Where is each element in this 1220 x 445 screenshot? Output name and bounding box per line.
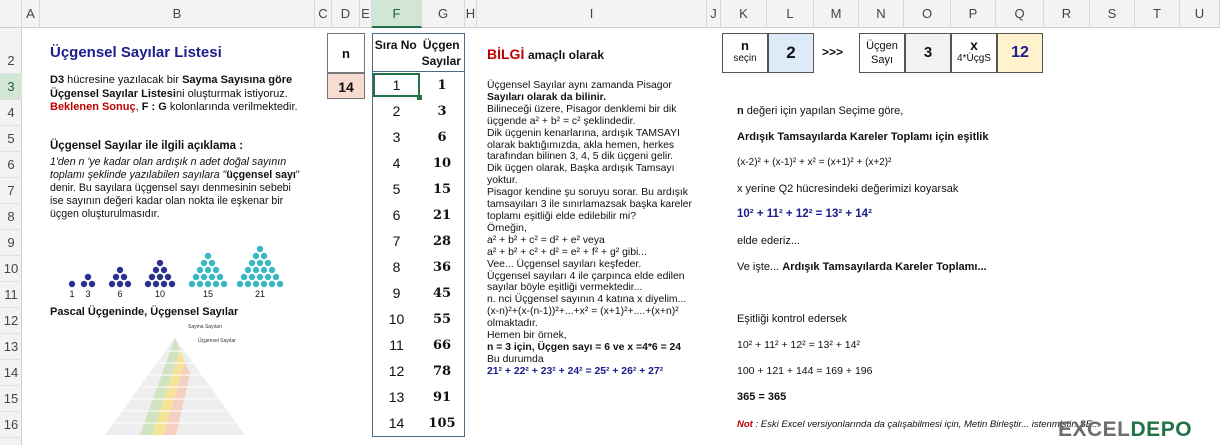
col-header-h[interactable]: H	[465, 0, 477, 28]
right-line-1-text: değeri için yapılan Seçime göre,	[743, 105, 904, 117]
dot	[217, 274, 223, 280]
check-line-3: 365 = 365	[737, 391, 787, 403]
col-header-k[interactable]: K	[721, 0, 767, 28]
right-line-7	[737, 261, 987, 273]
row-header-2[interactable]: 2	[0, 48, 22, 74]
col-header-g[interactable]: G	[422, 0, 465, 28]
info-line: Hemen bir örnek,	[487, 330, 567, 342]
col-header-o[interactable]: O	[904, 0, 951, 28]
right-line-1	[737, 105, 903, 117]
col-header-u[interactable]: U	[1180, 0, 1220, 28]
dot	[165, 274, 171, 280]
n-label-cell: n	[327, 33, 365, 73]
ucgen-sayi-value[interactable]: 3	[905, 33, 951, 73]
table-row[interactable]	[373, 384, 464, 410]
dot	[265, 274, 271, 280]
select-all-corner[interactable]	[0, 0, 22, 28]
table-row[interactable]	[373, 98, 464, 124]
table-row[interactable]	[373, 228, 464, 254]
dot	[149, 274, 155, 280]
dot	[161, 267, 167, 273]
dot	[209, 274, 215, 280]
dot	[237, 281, 243, 287]
dot	[213, 267, 219, 273]
check-line-1: 10² + 11² + 12² = 13² + 14²	[737, 339, 860, 351]
row-index-cell[interactable]: 1	[373, 73, 420, 97]
dot	[245, 281, 251, 287]
logo-depo: DEPO	[1130, 418, 1193, 441]
row-header-15[interactable]: 15	[0, 386, 22, 412]
col-header-c[interactable]: C	[315, 0, 332, 28]
row-index-cell[interactable]: 9	[392, 285, 401, 301]
n-bold: n	[737, 105, 744, 117]
info-line: Üçgensel Sayılar aynı zamanda Pisagor	[487, 80, 672, 91]
info-line: tamsayıları 3 ile sınırlamazsak başka kareler	[487, 199, 693, 211]
dot	[153, 267, 159, 273]
explanation-line-2a: toplamı	[50, 169, 85, 181]
col-header-r[interactable]: R	[1044, 0, 1090, 28]
note-text: : Eski Excel versiyonlarında da çalışabilmesi için, Metin Birleştir... istenmiştir. SE...	[752, 419, 1101, 430]
triangular-value-cell[interactable]: 21	[432, 207, 452, 223]
dot	[153, 281, 159, 287]
explanation-paragraph	[50, 156, 320, 221]
x-label-cell	[951, 33, 997, 73]
dot	[209, 260, 215, 266]
dot	[201, 260, 207, 266]
dot	[205, 253, 211, 259]
explanation-line-4: ise sayının değeri kadar olan nokta ile eşkenar bir	[50, 195, 284, 207]
table-row[interactable]	[373, 202, 464, 228]
info-heading	[487, 46, 604, 62]
dot	[201, 274, 207, 280]
dot	[169, 281, 175, 287]
info-line: olarak baktığımızda, akla hemen, herkes	[487, 139, 675, 151]
x-label: x	[970, 37, 978, 53]
x-value-cell[interactable]: 12	[997, 33, 1043, 73]
check-line-2: 100 + 121 + 144 = 169 + 196	[737, 365, 873, 377]
dot	[245, 267, 251, 273]
expected-result-label: Beklenen Sonuç	[50, 101, 136, 113]
n-select-input[interactable]: 2	[768, 33, 814, 73]
dot	[221, 281, 227, 287]
table-row[interactable]	[373, 306, 464, 332]
dot	[257, 246, 263, 252]
row-header-12[interactable]: 12	[0, 308, 22, 334]
col-header-e[interactable]: E	[360, 0, 372, 28]
row-header-8[interactable]: 8	[0, 204, 22, 230]
info-line: Dik üçgenin kenarlarına, ardışık TAMSAYI	[487, 127, 680, 139]
dot	[249, 274, 255, 280]
explanation-quote: "	[295, 169, 300, 181]
col-header-m[interactable]: M	[814, 0, 859, 28]
dot	[189, 281, 195, 287]
info-line: Dik üçgen olarak, Başka ardışık Tamsayı	[487, 163, 675, 175]
dot	[261, 267, 267, 273]
dot	[193, 274, 199, 280]
col-header-f[interactable]: F	[372, 0, 422, 28]
row-header-6[interactable]: 6	[0, 152, 22, 178]
dot	[161, 281, 167, 287]
dot-label: 21	[254, 289, 266, 299]
row-index-cell[interactable]: 13	[388, 389, 405, 405]
row-index-cell[interactable]: 4	[392, 155, 401, 171]
dot	[257, 260, 263, 266]
ve-iste: Ve işte...	[737, 261, 783, 273]
col-header-t[interactable]: T	[1135, 0, 1180, 28]
dot	[109, 281, 115, 287]
triangular-value-cell[interactable]: 6	[437, 129, 447, 145]
row-header-11[interactable]: 11	[0, 282, 22, 308]
triangular-value-cell[interactable]: 55	[432, 311, 452, 327]
header-ucgen-sayilar: Üçgen Sayılar	[421, 38, 461, 68]
triangular-value-cell[interactable]: 15	[432, 181, 452, 197]
pascal-triangle-image	[100, 320, 250, 438]
conclusion-bold: Ardışık Tamsayılarda Kareler Toplamı...	[782, 261, 987, 273]
dot	[125, 281, 131, 287]
row-header-7[interactable]: 7	[0, 178, 22, 204]
dot	[253, 253, 259, 259]
ucgen-sayi-label: Üçgen Sayı	[859, 33, 905, 73]
pascal-label-1: Sayma Sayıları	[188, 324, 222, 330]
row-index-cell[interactable]: 6	[392, 207, 401, 223]
right-line-6: elde ederiz...	[737, 235, 800, 247]
columns-ref: F : G	[141, 101, 167, 113]
row-header-14[interactable]: 14	[0, 360, 22, 386]
row-index-cell[interactable]: 10	[388, 311, 405, 327]
dot	[253, 267, 259, 273]
right-line-4: x yerine Q2 hücresindeki değerimizi koyarsak	[737, 183, 959, 195]
dot	[113, 274, 119, 280]
col-header-n[interactable]: N	[859, 0, 904, 28]
dot	[261, 253, 267, 259]
triangular-value-cell[interactable]: 10	[432, 155, 452, 171]
info-line: Sayıları olarak da bilinir.	[487, 91, 606, 103]
triangular-value-cell[interactable]: 36	[432, 259, 452, 275]
dot	[121, 274, 127, 280]
info-line: 21² + 22² + 23² + 24² = 25² + 26² + 27²	[487, 365, 664, 377]
info-line: tarafından bilinen 3, 4, 5 dik üçgeni gelir.	[487, 151, 674, 163]
dot-label: 10	[154, 289, 166, 299]
row-index-cell[interactable]: 11	[389, 337, 404, 353]
fill-handle[interactable]	[417, 95, 422, 100]
dot	[69, 281, 75, 287]
dot	[249, 260, 255, 266]
col-header-d[interactable]: D	[332, 0, 360, 28]
row-index-cell[interactable]: 14	[388, 415, 405, 431]
bilgi-word: BİLGİ	[487, 46, 525, 62]
row-header-10[interactable]: 10	[0, 256, 22, 282]
dot-label: 15	[202, 289, 214, 299]
col-header-l[interactable]: L	[767, 0, 814, 28]
x-sub: 4*ÜçgS	[957, 53, 991, 64]
excel-depo-logo	[1058, 418, 1192, 442]
triangular-value-cell[interactable]: 28	[432, 233, 452, 249]
info-line: n. nci Üçgensel sayının 4 katına x diyelim...	[487, 294, 687, 306]
dot	[145, 281, 151, 287]
cell-ref-text: D3	[50, 74, 65, 86]
dot	[269, 281, 275, 287]
dot	[157, 274, 163, 280]
row-header-bar	[0, 28, 22, 445]
explanation-heading: Üçgensel Sayılar ile ilgili açıklama :	[50, 140, 244, 152]
dot	[253, 281, 259, 287]
dot-label: 1	[69, 289, 75, 299]
row-index-cell[interactable]: 12	[388, 363, 405, 379]
col-header-i[interactable]: I	[477, 0, 707, 28]
check-heading: Eşitliği kontrol edersek	[737, 313, 848, 325]
comma-text: ,	[135, 101, 142, 113]
row-index-cell[interactable]: 8	[392, 259, 401, 275]
triangular-numbers-table	[372, 33, 465, 437]
table-header	[373, 34, 464, 72]
triangular-value-cell[interactable]: 105	[428, 415, 456, 431]
column-header-bar	[0, 0, 1220, 28]
info-line: n = 3 için, Üçgen sayı = 6 ve x =4*6 = 24	[487, 341, 682, 353]
row-header-3[interactable]: 3	[0, 74, 22, 100]
triangular-value-cell[interactable]: 91	[432, 389, 452, 405]
info-line: a² + b² + c² + d² = e² + f² + g² gibi...	[487, 246, 647, 258]
info-line: Bilineceği üzere, Pisagor denklemi bir dik	[487, 103, 677, 115]
row-index-cell[interactable]: 2	[392, 103, 401, 119]
dot	[261, 281, 267, 287]
explanation-line-3: denir. Bu sayılara üçgensel sayı denmesinin sebebi	[50, 182, 291, 194]
right-line-2: Ardışık Tamsayılarda Kareler Toplamı için eşitlik	[737, 131, 989, 143]
dot	[157, 260, 163, 266]
intro-text-2: ni oluşturmak istiyoruz.	[175, 87, 288, 100]
table-row[interactable]	[373, 176, 464, 202]
dot	[205, 267, 211, 273]
dot	[197, 267, 203, 273]
triangular-value-cell[interactable]: 66	[432, 337, 452, 353]
triangular-value-cell[interactable]: 1	[437, 77, 447, 93]
triangular-value-cell[interactable]: 3	[437, 103, 447, 119]
dot	[269, 267, 275, 273]
dot-label: 6	[117, 289, 123, 299]
n-select-sub: seçin	[733, 53, 757, 64]
intro-paragraph	[50, 74, 320, 115]
info-line: toplamı eşitliği elde edilebilir mi?	[487, 210, 637, 222]
table-row[interactable]	[373, 332, 464, 358]
col-header-p[interactable]: P	[951, 0, 996, 28]
info-line: Vee... Üçgensel sayıları keşfeder.	[487, 258, 642, 270]
row-header-16[interactable]: 16	[0, 412, 22, 438]
row-index-cell[interactable]: 5	[392, 181, 401, 197]
info-line: yoktur.	[487, 175, 518, 187]
equation-result: 10² + 11² + 12² = 13² + 14²	[737, 208, 872, 220]
triangular-value-cell[interactable]: 45	[432, 285, 452, 301]
row-header-9[interactable]: 9	[0, 230, 22, 256]
explanation-term: üçgensel sayı	[226, 169, 296, 181]
dot	[241, 274, 247, 280]
table-row[interactable]	[373, 280, 464, 306]
triangular-value-cell[interactable]: 78	[432, 363, 452, 379]
col-header-q[interactable]: Q	[996, 0, 1044, 28]
row-header-4[interactable]: 4	[0, 100, 22, 126]
pascal-label-2: Üçgensel Sayılar	[198, 338, 236, 344]
info-line: Örneğin,	[487, 222, 527, 234]
n-select-label-cell	[722, 33, 768, 73]
info-text	[487, 80, 709, 378]
dot	[257, 274, 263, 280]
row-header-5[interactable]: 5	[0, 126, 22, 152]
table-row[interactable]	[373, 124, 464, 150]
info-line: a² + b² + c² = d² + e² veya	[487, 234, 605, 246]
triangle-dots-figure	[60, 238, 300, 300]
col-header-s[interactable]: S	[1090, 0, 1135, 28]
col-header-a[interactable]: A	[22, 0, 40, 28]
info-line: Pisagor kendine şu soruyu sorar. Bu ardışık	[487, 187, 688, 199]
dot	[273, 274, 279, 280]
dot	[85, 274, 91, 280]
dot	[205, 281, 211, 287]
info-line: sayılar böyle eşitliği vermektedir...	[487, 282, 643, 294]
note-label: Not	[737, 419, 753, 430]
info-line: üçgende a² + b² = c² şeklindedir.	[487, 115, 636, 127]
table-row[interactable]	[373, 150, 464, 176]
table-row[interactable]	[373, 410, 464, 436]
dot	[89, 281, 95, 287]
intro-bold-text: Sayma Sayısına göre	[182, 74, 293, 86]
arrows-text: >>>	[822, 45, 844, 59]
explanation-line-1: 1'den n 'ye kadar olan ardışık n adet doğal sayının	[50, 156, 287, 168]
col-header-j[interactable]: J	[707, 0, 721, 28]
page-title: Üçgensel Sayılar Listesi	[50, 44, 222, 61]
expected-result-text: kolonlarında verilmektedir.	[166, 101, 298, 113]
dot	[117, 281, 123, 287]
explanation-line-2b: şeklinde yazılabilen sayılara "	[84, 169, 227, 181]
row-index-cell[interactable]: 3	[392, 129, 401, 145]
explanation-line-5: üçgen oluşturulmasıdır.	[50, 208, 160, 220]
formula-line: (x-2)² + (x-1)² + x² = (x+1)² + (x+2)²	[737, 157, 892, 168]
dot	[265, 260, 271, 266]
table-row[interactable]	[373, 358, 464, 384]
row-header-13[interactable]: 13	[0, 334, 22, 360]
dot	[277, 281, 283, 287]
n-select-label: n	[741, 38, 749, 53]
table-row[interactable]	[373, 254, 464, 280]
header-sira-no: Sıra No	[374, 38, 417, 52]
intro-bold-text-2: Üçgensel Sayılar Listesi	[50, 87, 176, 100]
dot-label: 3	[85, 289, 91, 299]
logo-excel: EXCEL	[1058, 418, 1131, 441]
row-index-cell[interactable]: 7	[392, 233, 401, 249]
dot	[117, 267, 123, 273]
info-subtitle: amaçlı olarak	[527, 48, 605, 62]
col-header-b[interactable]: B	[40, 0, 315, 28]
info-line: Üçgensel sayıları 4 ile çarpınca elde edilen	[487, 270, 685, 282]
pascal-title: Pascal Üçgeninde, Üçgensel Sayılar	[50, 306, 239, 318]
dot	[213, 281, 219, 287]
n-input-cell[interactable]: 14	[327, 73, 365, 99]
dot	[197, 281, 203, 287]
info-line: Bu durumda	[487, 353, 544, 365]
info-line: olmaktadır.	[487, 318, 538, 330]
info-line: (x-n)²+(x-(n-1))²+...+x² = (x+1)²+....+(x+n)²	[487, 306, 679, 318]
dot	[81, 281, 87, 287]
intro-text: hücresine yazılacak bir	[64, 74, 183, 86]
